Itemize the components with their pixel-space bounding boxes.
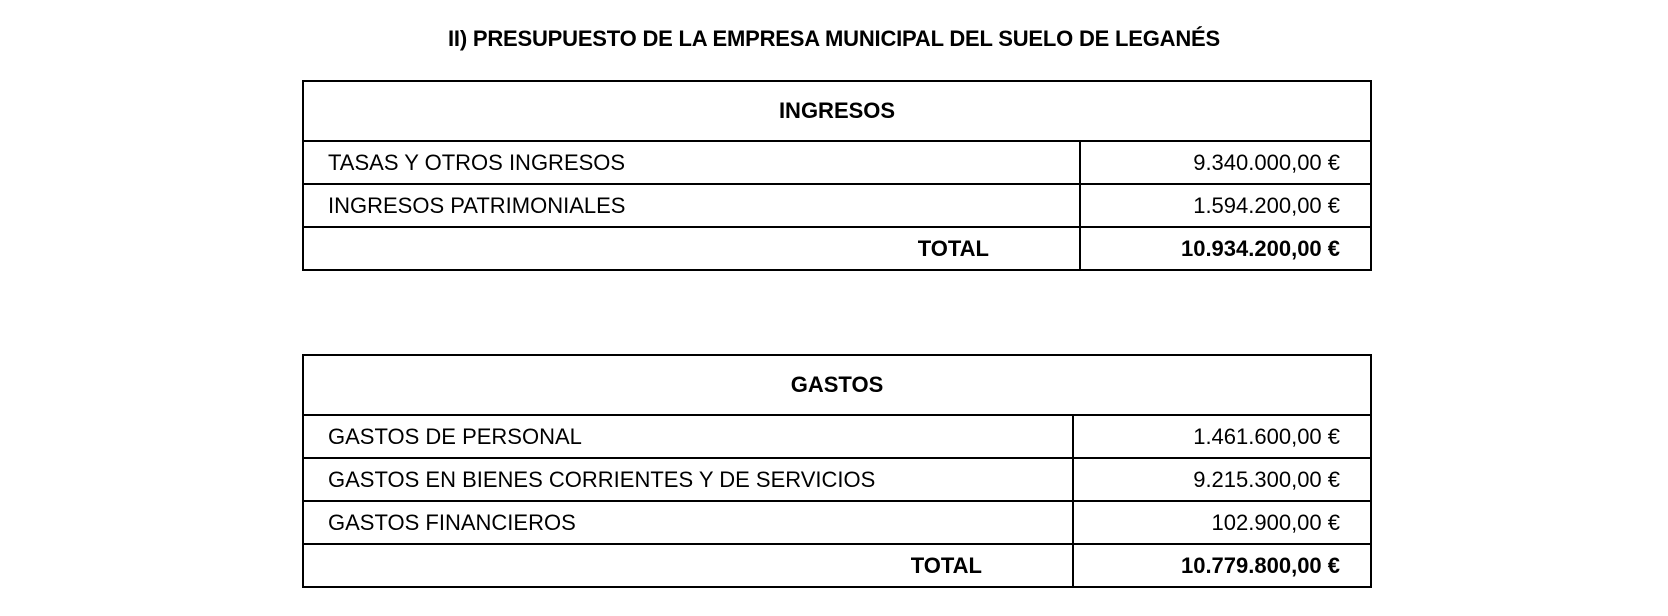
row-label: GASTOS FINANCIEROS — [303, 501, 1073, 544]
total-label: TOTAL — [303, 227, 1080, 270]
total-label: TOTAL — [303, 544, 1073, 587]
table-row — [303, 501, 1371, 544]
row-label: INGRESOS PATRIMONIALES — [303, 184, 1080, 227]
ingresos-total-row — [303, 227, 1371, 270]
row-label: TASAS Y OTROS INGRESOS — [303, 141, 1080, 184]
row-amount: 1.461.600,00 € — [1073, 415, 1371, 458]
row-amount: 1.594.200,00 € — [1080, 184, 1371, 227]
row-amount: 102.900,00 € — [1073, 501, 1371, 544]
ingresos-table — [302, 80, 1372, 271]
gastos-table — [302, 354, 1372, 588]
total-amount: 10.934.200,00 € — [1080, 227, 1371, 270]
row-label: GASTOS EN BIENES CORRIENTES Y DE SERVICIOS — [303, 458, 1073, 501]
row-amount: 9.215.300,00 € — [1073, 458, 1371, 501]
ingresos-header-row — [303, 81, 1371, 141]
gastos-header-row — [303, 355, 1371, 415]
document-title: II) PRESUPUESTO DE LA EMPRESA MUNICIPAL DEL SUELO DE LEGANÉS — [448, 26, 1220, 51]
row-label: GASTOS DE PERSONAL — [303, 415, 1073, 458]
gastos-total-row — [303, 544, 1371, 587]
table-row — [303, 458, 1371, 501]
gastos-header: GASTOS — [303, 355, 1371, 415]
table-row — [303, 141, 1371, 184]
ingresos-header: INGRESOS — [303, 81, 1371, 141]
table-row — [303, 184, 1371, 227]
total-amount: 10.779.800,00 € — [1073, 544, 1371, 587]
table-row — [303, 415, 1371, 458]
row-amount: 9.340.000,00 € — [1080, 141, 1371, 184]
